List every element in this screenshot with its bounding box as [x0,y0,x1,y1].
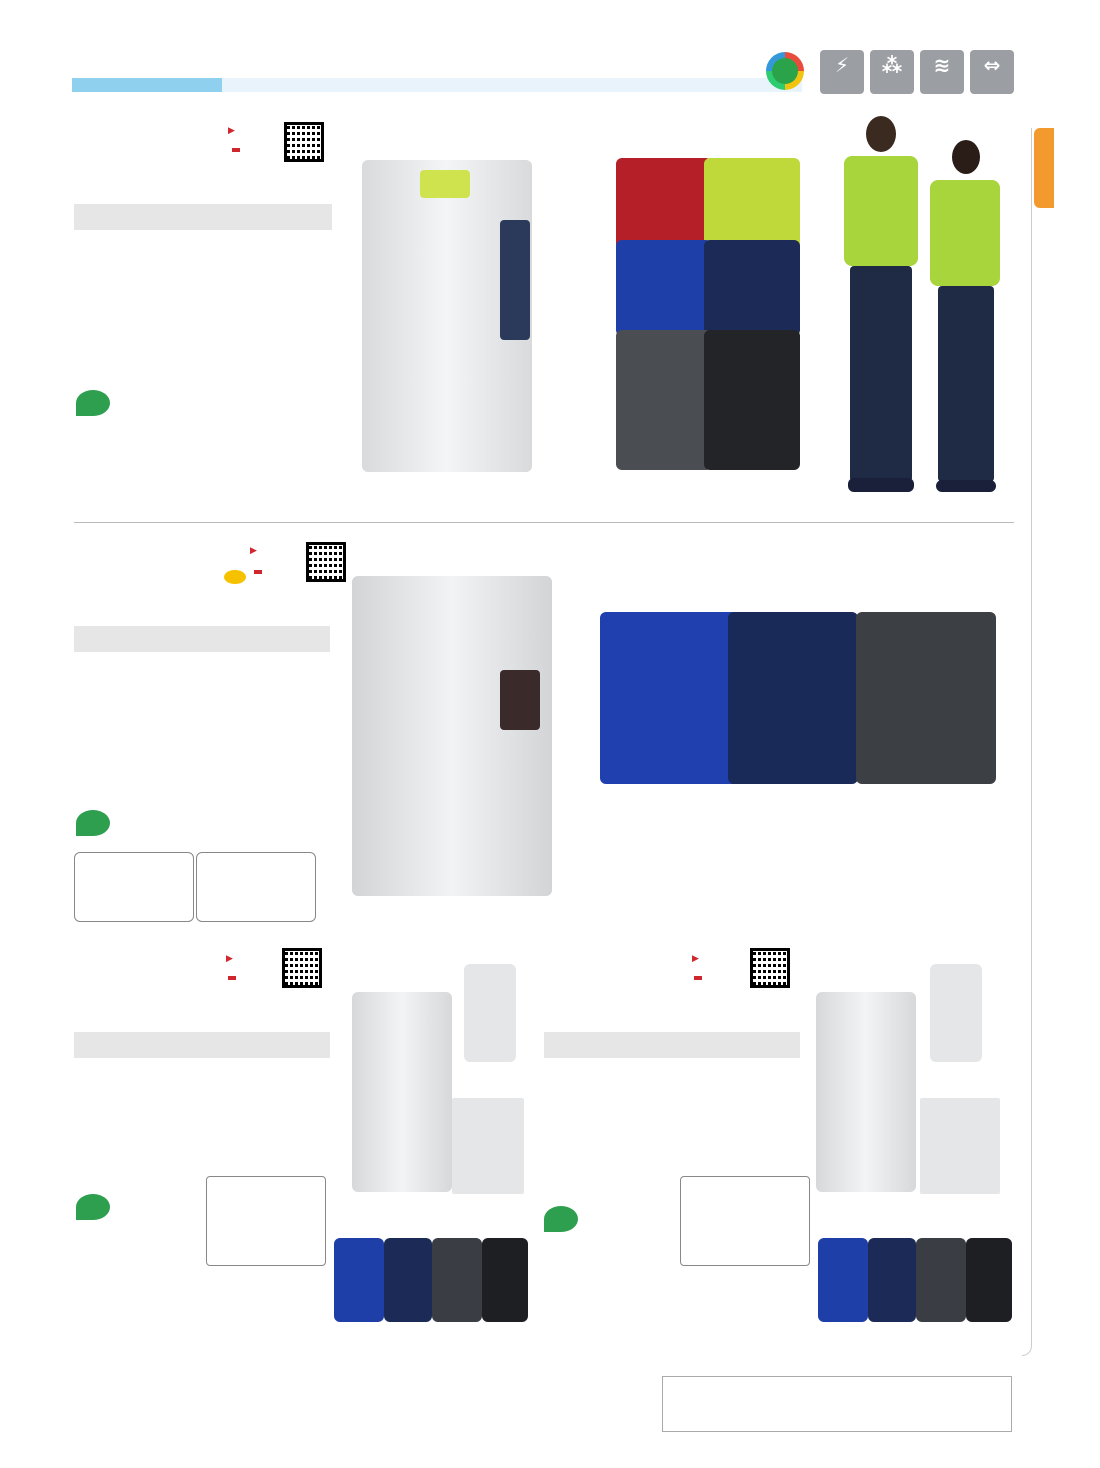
section-divider [74,522,1014,523]
line-drawing-back [196,852,316,922]
garment-silver-shirt [352,576,552,896]
light-icon: ≋ [920,50,964,94]
stretch-icon: ⇔ [970,50,1014,94]
model-photo-male [836,116,926,496]
garment-royal-blue [334,1238,384,1322]
garment-charcoal [856,612,996,784]
qr-code-icon[interactable] [306,542,346,582]
main-product-badge [228,976,236,980]
stock-link[interactable] [692,954,699,964]
garment-navy [704,240,800,336]
garment-charcoal [616,330,712,470]
garment-navy [384,1238,432,1322]
price [74,626,330,652]
garment-navy [868,1238,916,1322]
model-photo-female [920,140,1010,496]
qr-code-icon[interactable] [282,948,322,988]
line-drawing-pants [206,1176,326,1266]
cfp-icon [76,810,110,836]
c-mark-icon [766,52,804,90]
stock-link[interactable] [228,126,235,136]
garment-black [966,1238,1012,1322]
tab-main-products[interactable] [1034,128,1054,208]
stock-link[interactable] [226,954,233,964]
dry-icon: ⁂ [870,50,914,94]
garment-royal-blue [616,240,712,336]
garment-lime [704,158,800,250]
price [74,204,332,230]
garment-royal-blue [600,612,740,784]
pocket-detail [452,1098,524,1194]
main-product-badge [232,148,240,152]
garment-black [482,1238,528,1322]
price [74,1032,330,1058]
side-panel-navy [500,220,530,340]
garment-ladies-cargo [930,964,982,1062]
garment-silver-cargo [816,992,916,1192]
line-drawing-front [74,852,194,922]
main-product-badge [694,976,702,980]
side-frame [1022,128,1032,1356]
qr-code-icon[interactable] [750,948,790,988]
cfp-badge [76,810,276,836]
garment-ladies-pants [464,964,516,1062]
cfp-icon [76,1194,110,1220]
side-panel-dark [500,670,540,730]
seasonal-badge [224,570,246,584]
lightning-icon: ⚡ [820,50,864,94]
price [544,1032,800,1058]
cfp-icon [544,1206,578,1232]
garment-silver-pants [352,992,452,1192]
title-underline [72,78,802,92]
line-drawing-pants [680,1176,810,1266]
garment-royal-blue [818,1238,868,1322]
cfp-badge [76,390,276,416]
qr-code-icon[interactable] [284,122,324,162]
cfp-icon [76,390,110,416]
stock-link[interactable] [250,546,257,556]
add-price-table [662,1376,1012,1432]
garment-charcoal [432,1238,482,1322]
pocket-detail [920,1098,1000,1194]
garment-charcoal [916,1238,966,1322]
collar-lime [420,170,470,198]
main-product-badge [254,570,262,574]
garment-red [616,158,712,250]
garment-navy [728,612,858,784]
garment-black [704,330,800,470]
